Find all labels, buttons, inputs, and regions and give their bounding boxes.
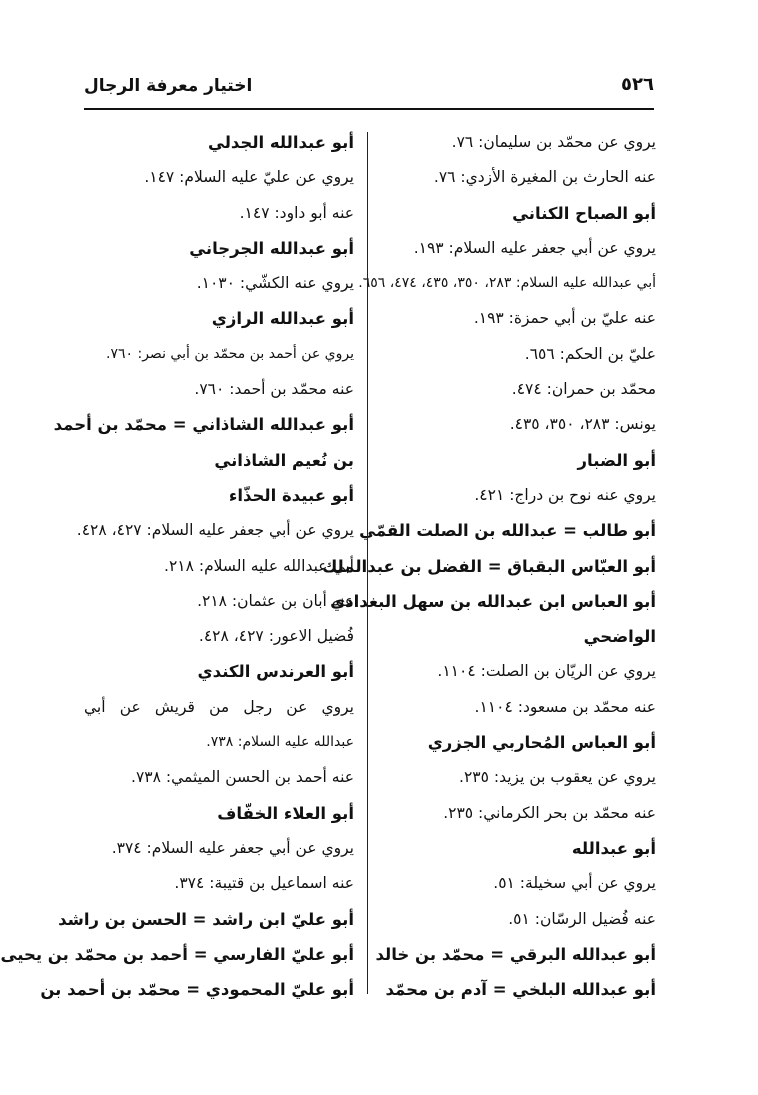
left-column-heading: أبو العلاء الخفّاف bbox=[217, 803, 354, 823]
left-column-heading: بن نُعيم الشاذاني bbox=[214, 450, 354, 470]
left-column-entry: عنه أبو داود: ١٤٧. bbox=[239, 203, 354, 222]
right-column-entry: يروي عن أبي سخيلة: ٥١. bbox=[493, 874, 656, 893]
right-column-entry: عنه محمّد بن مسعود: ١١٠٤. bbox=[474, 697, 656, 716]
right-column-heading: أبو العباس المُحاربي الجزري bbox=[427, 733, 656, 753]
right-column-entry: يروي عن الريّان بن الصلت: ١١٠٤. bbox=[437, 662, 656, 681]
right-column-heading: أبو العباس ابن عبدالله بن سهل البغدادي bbox=[330, 591, 656, 611]
left-column-entry: فُضيل الاعور: ٤٢٧، ٤٢٨. bbox=[198, 627, 354, 646]
right-column-entry: عنه الحارث بن المغيرة الأزدي: ٧٦. bbox=[433, 168, 656, 187]
left-column-heading: أبو عبدالله الجدلي bbox=[208, 133, 354, 152]
left-column-heading: أبو عليّ الفارسي = أحمد بن محمّد بن يحيى bbox=[0, 944, 354, 964]
left-column-entry: عنه أحمد بن الحسن الميثمي: ٧٣٨. bbox=[131, 768, 354, 787]
right-column-heading: أبو عبدالله bbox=[571, 838, 656, 858]
left-column-entry: يروي عن أبي جعفر عليه السلام: ٣٧٤. bbox=[111, 838, 354, 857]
right-column bbox=[322, 125, 656, 1007]
right-column-heading: أبو عبدالله البلخي = آدم بن محمّد bbox=[385, 980, 656, 1000]
page-header bbox=[84, 68, 654, 110]
left-column-heading: أبو عليّ ابن راشد = الحسن بن راشد bbox=[58, 909, 354, 929]
page-number: ٥٢٦ bbox=[621, 74, 654, 95]
left-column-heading: أبو عبدالله الشاذاني = محمّد بن أحمد bbox=[53, 415, 354, 435]
left-column-entry: عنه أبان بن عثمان: ٢١٨. bbox=[197, 591, 354, 610]
right-column-entry: عنه فُضيل الرسّان: ٥١. bbox=[508, 909, 656, 928]
running-title: اختيار معرفة الرجال bbox=[84, 76, 253, 96]
right-column-heading: الواضحي bbox=[583, 627, 656, 647]
left-column-entry: يروي عن عليّ عليه السلام: ١٤٧. bbox=[144, 168, 354, 187]
right-column-heading: أبو العبّاس البقباق = الفضل بن عبدالملك bbox=[322, 556, 656, 576]
left-column bbox=[0, 125, 354, 1007]
left-column-entry: يروي عن أحمد بن محمّد بن أبي نصر: ٧٦٠. bbox=[106, 345, 354, 362]
left-column-heading: أبو عبدالله الجرجاني bbox=[189, 238, 354, 258]
left-column-heading: أبو عبدالله الرازي bbox=[211, 309, 354, 329]
right-column-entry: عنه عليّ بن أبي حمزة: ١٩٣. bbox=[473, 309, 656, 328]
right-column-entry: يروي عن أبي جعفر عليه السلام: ١٩٣. bbox=[413, 238, 656, 257]
left-column-entry: يروي عنه الكشّي: ١٠٣٠. bbox=[196, 274, 354, 293]
left-column-entry: أبي عبدالله عليه السلام: ٢١٨. bbox=[164, 556, 354, 575]
right-column-entry: يروي عنه نوح بن دراج: ٤٢١. bbox=[474, 485, 656, 504]
right-column-heading: أبو الصباح الكناني bbox=[512, 203, 656, 223]
left-column-heading: أبو العرندس الكندي bbox=[197, 662, 354, 682]
right-column-entry: عنه محمّد بن بحر الكرماني: ٢٣٥. bbox=[443, 803, 656, 822]
right-column-entry: يروي عن يعقوب بن يزيد: ٢٣٥. bbox=[459, 768, 656, 787]
right-column-heading: أبو عبدالله البرقي = محمّد بن خالد bbox=[375, 944, 656, 964]
left-column-entry: عنه محمّد بن أحمد: ٧٦٠. bbox=[194, 380, 354, 399]
left-column-entry: يروي عن رجل من قريش عن أبي bbox=[84, 697, 354, 716]
column-divider bbox=[367, 132, 368, 994]
right-column-entry: أبي عبدالله عليه السلام: ٢٨٣، ٣٥٠، ٤٣٥، ٤٧٤، ٦٥٦. bbox=[358, 275, 656, 292]
left-column-heading: أبو عليّ المحمودي = محمّد بن أحمد بن bbox=[40, 980, 354, 1000]
right-column-entry: عليّ بن الحكم: ٦٥٦. bbox=[524, 344, 656, 363]
right-column-entry: محمّد بن حمران: ٤٧٤. bbox=[511, 380, 656, 399]
left-column-entry: عنه اسماعيل بن قتيبة: ٣٧٤. bbox=[174, 874, 354, 893]
right-column-heading: أبو الضبار bbox=[577, 450, 656, 470]
left-column-entry: عبدالله عليه السلام: ٧٣٨. bbox=[206, 734, 354, 751]
right-column-entry: يروي عن محمّد بن سليمان: ٧٦. bbox=[451, 133, 656, 151]
right-column-entry: يونس: ٢٨٣، ٣٥٠، ٤٣٥. bbox=[509, 415, 656, 434]
left-column-heading: أبو عبيدة الحذّاء bbox=[228, 485, 354, 505]
left-column-entry: يروي عن أبي جعفر عليه السلام: ٤٢٧، ٤٢٨. bbox=[76, 521, 354, 540]
right-column-heading: أبو طالب = عبدالله بن الصلت القمّي bbox=[359, 521, 656, 541]
